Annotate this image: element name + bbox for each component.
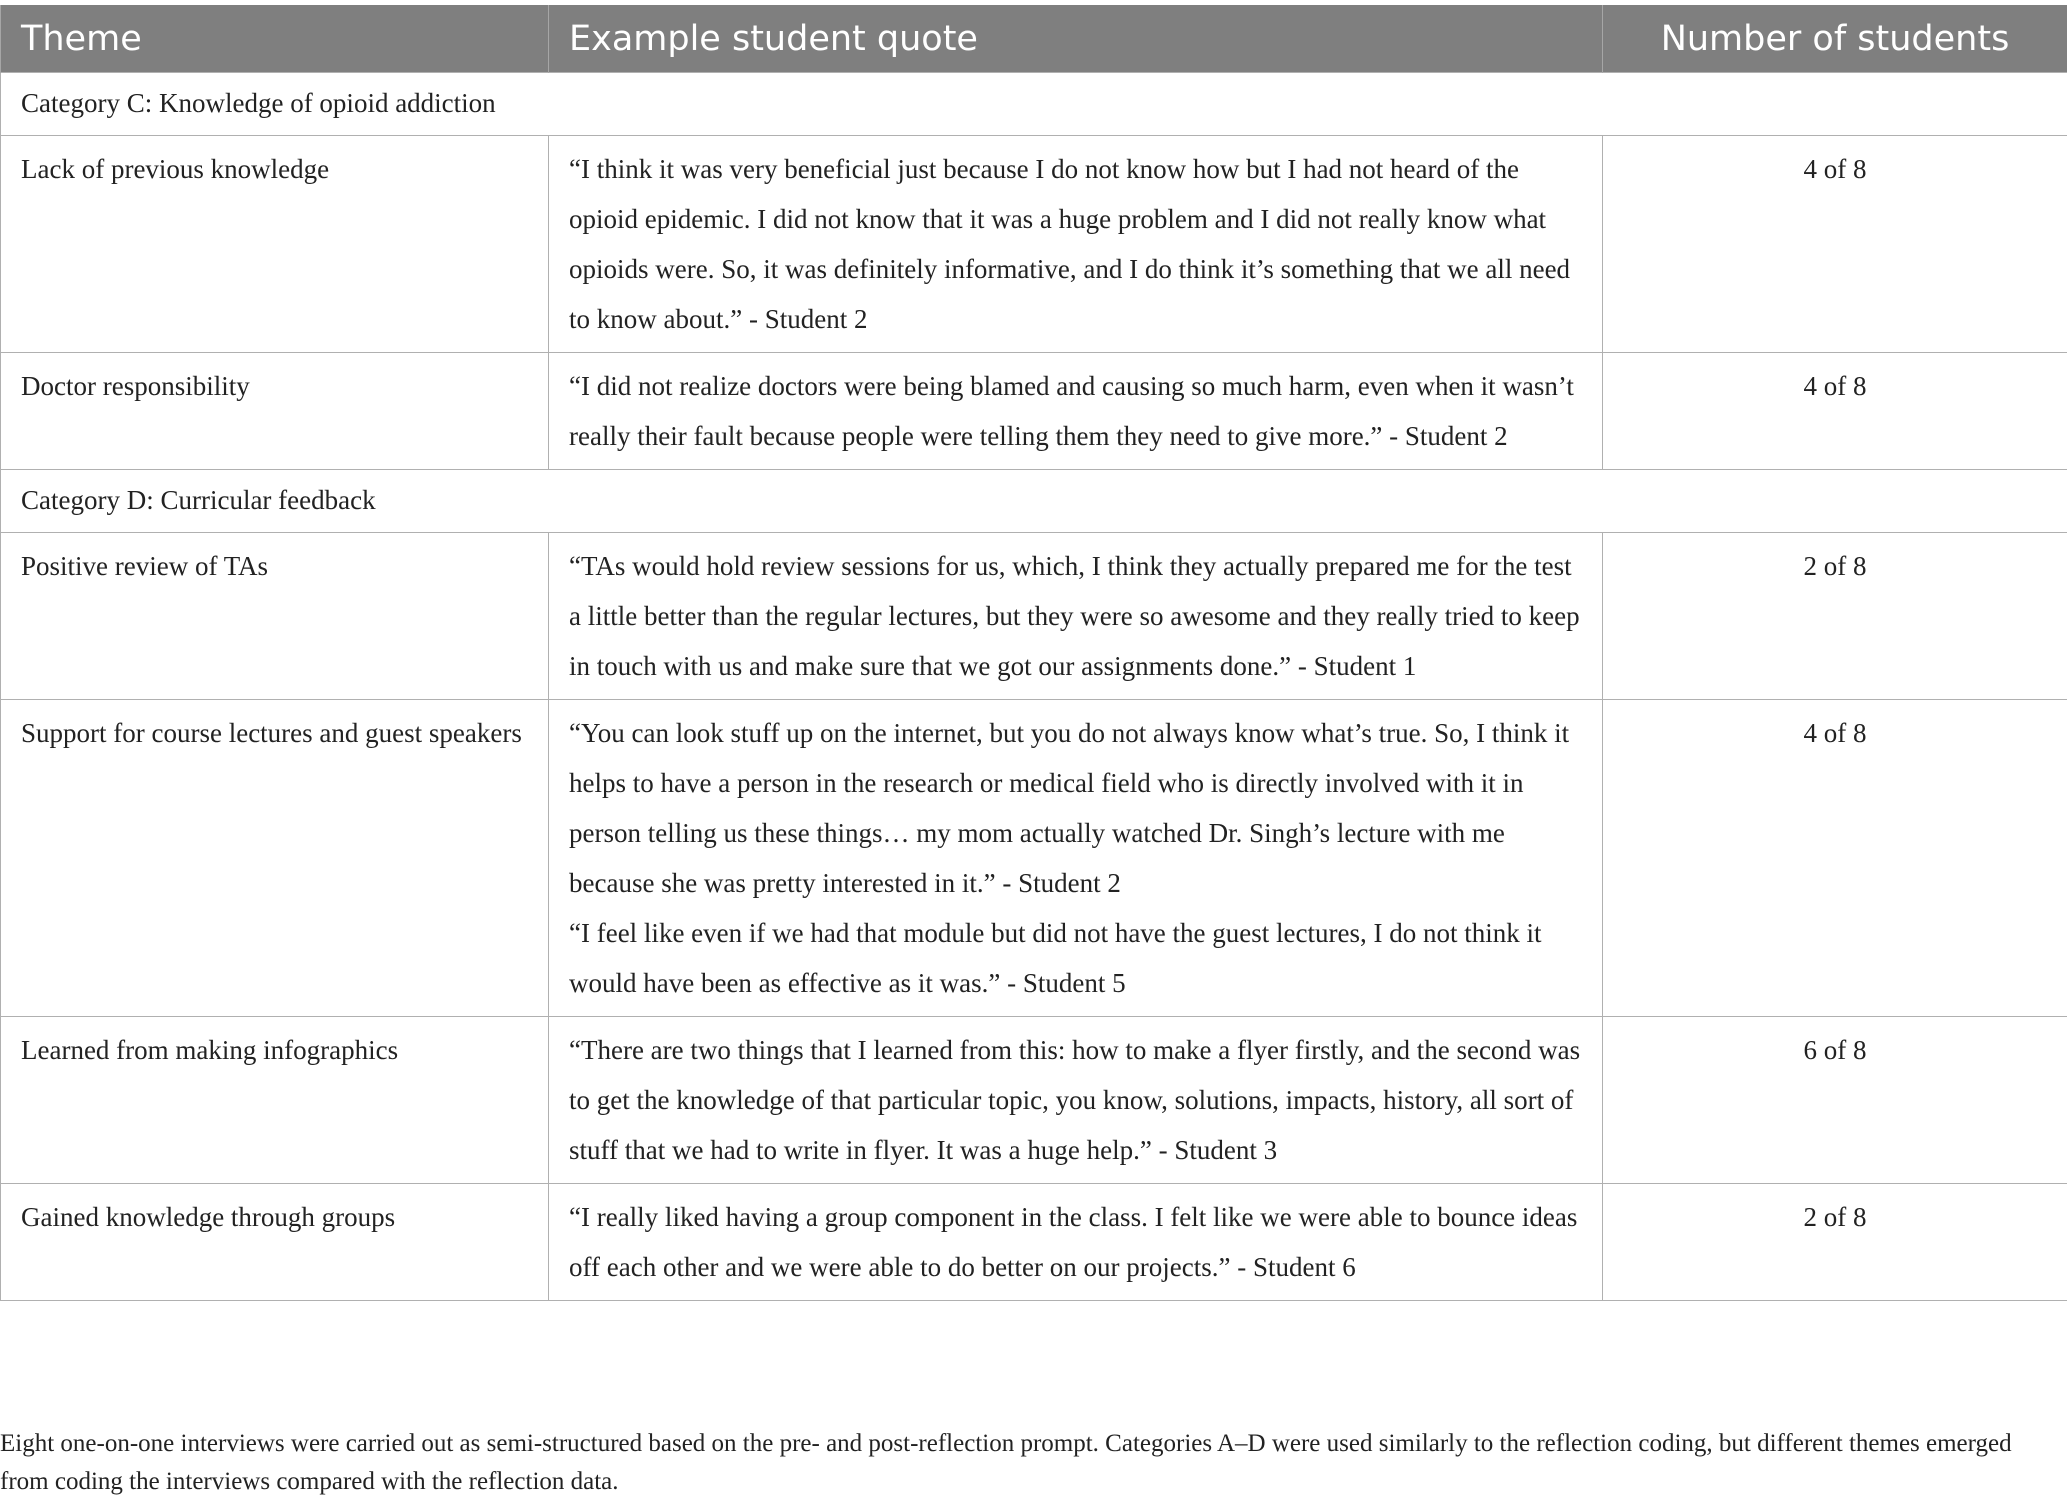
quote-cell xyxy=(549,1017,1603,1184)
theme-cell: Lack of previous knowledge xyxy=(1,136,549,353)
count-cell: 6 of 8 xyxy=(1603,1017,2067,1184)
category-row xyxy=(1,73,2067,136)
header-number-of-students: Number of students xyxy=(1603,5,2067,73)
count-cell: 2 of 8 xyxy=(1603,1184,2067,1301)
quote-cell xyxy=(549,353,1603,470)
quote-text: “There are two things that I learned from this: how to make a flyer firstly, and the second was to get the knowledge of that particular topic, you know, solutions, impacts, history, all sort of stuff that we had to write in flyer. It was a huge help.” - Student 3 xyxy=(569,1025,1582,1175)
quote-text: “I did not realize doctors were being blamed and causing so much harm, even when it wasn’t really their fault because people were telling them they need to give more.” - Student 2 xyxy=(569,361,1582,461)
category-row xyxy=(1,470,2067,533)
theme-cell: Gained knowledge through groups xyxy=(1,1184,549,1301)
category-label: Category C: Knowledge of opioid addiction xyxy=(1,73,2067,136)
table-row xyxy=(1,1017,2067,1184)
quote-text: “I really liked having a group component in the class. I felt like we were able to bounce ideas off each other and we were able to do better on our projects.” - Student 6 xyxy=(569,1192,1582,1292)
quote-text: “You can look stuff up on the internet, but you do not always know what’s true. So, I think it helps to have a person in the research or medical field who is directly involved with it in person telling us these things… my mom actually watched Dr. Singh’s lecture with me because she was pretty interested in it.” - Student 2 xyxy=(569,708,1582,908)
quote-text: “I think it was very beneficial just because I do not know how but I had not heard of the opioid epidemic. I did not know that it was a huge problem and I did not really know what opioids were. So, it was definitely informative, and I do think it’s something that we all need to know about.” - Student 2 xyxy=(569,144,1582,344)
results-table-container xyxy=(0,5,2067,1301)
table-row xyxy=(1,700,2067,1017)
table-row xyxy=(1,136,2067,353)
theme-cell: Support for course lectures and guest speakers xyxy=(1,700,549,1017)
theme-cell: Positive review of TAs xyxy=(1,533,549,700)
table-row xyxy=(1,533,2067,700)
quote-text: “I feel like even if we had that module but did not have the guest lectures, I do not think it would have been as effective as it was.” - Student 5 xyxy=(569,908,1582,1008)
quote-text: “TAs would hold review sessions for us, which, I think they actually prepared me for the test a little better than the regular lectures, but they were so awesome and they really tried to keep in touch with us and make sure that we got our assignments done.” - Student 1 xyxy=(569,541,1582,691)
header-row xyxy=(1,5,2067,73)
table-footnote: Eight one-on-one interviews were carried out as semi-structured based on the pre- and post-reflection prompt. Categories A–D were used similarly to the reflection coding, but different themes emerged from coding the interviews compared with the reflection data. xyxy=(0,1425,2040,1501)
count-cell: 2 of 8 xyxy=(1603,533,2067,700)
count-cell: 4 of 8 xyxy=(1603,700,2067,1017)
results-table xyxy=(0,5,2067,1301)
table-header xyxy=(1,5,2067,73)
header-theme: Theme xyxy=(1,5,549,73)
quote-cell xyxy=(549,136,1603,353)
quote-cell xyxy=(549,533,1603,700)
category-label: Category D: Curricular feedback xyxy=(1,470,2067,533)
table-row xyxy=(1,1184,2067,1301)
quote-cell xyxy=(549,700,1603,1017)
table-body xyxy=(1,73,2067,1301)
count-cell: 4 of 8 xyxy=(1603,353,2067,470)
theme-cell: Learned from making infographics xyxy=(1,1017,549,1184)
table-row xyxy=(1,353,2067,470)
quote-cell xyxy=(549,1184,1603,1301)
theme-cell: Doctor responsibility xyxy=(1,353,549,470)
count-cell: 4 of 8 xyxy=(1603,136,2067,353)
header-example-quote: Example student quote xyxy=(549,5,1603,73)
